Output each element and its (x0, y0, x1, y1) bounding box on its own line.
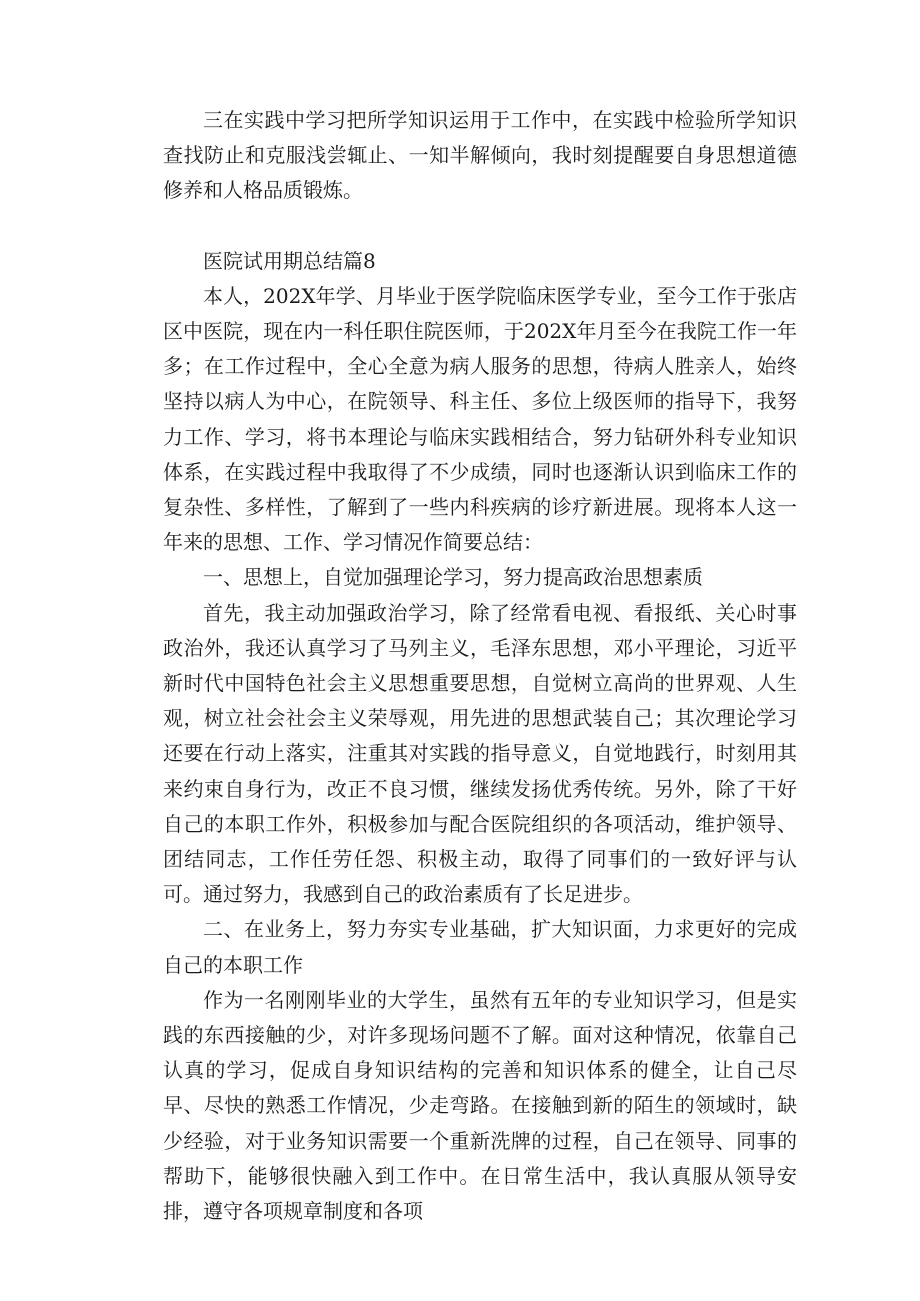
paragraph-practice-learning: 三在实践中学习把所学知识运用于工作中，在实践中检验所学知识查找防止和克服浅尝辄止、一知半解倾向，我时刻提醒要自身思想道德修养和人格品质锻炼。 (163, 108, 797, 203)
paragraph-introduction: 本人，202X年学、月毕业于医学院临床医学专业，至今工作于张店区中医院，现在内一科任职住院医师，于202X年月至今在我院工作一年多；在工作过程中，全心全意为病人服务的思想，待病人胜亲人，始终坚持以病人为中心，在院领导、科主任、多位上级医师的指导下，我努力工作、学习，将书本理论与临床实践相结合，努力钻研外科专业知识体系，在实践过程中我取得了不少成绩，同时也逐渐认识到临床工作的复杂性、多样性，了解到了一些内科疾病的诊疗新进展。现将本人这一年来的思想、工作、学习情况作简要总结： (163, 283, 797, 555)
heading-ideology: 一、思想上，自觉加强理论学习，努力提高政治思想素质 (203, 565, 703, 590)
paragraph-new-graduate: 作为一名刚刚毕业的大学生，虽然有五年的专业知识学习，但是实践的东西接触的少，对许多现场问题不了解。面对这种情况，依靠自己认真的学习，促成自身知识结构的完善和知识体系的健全，让自己尽早、尽快的熟悉工作情况，少走弯路。在接触到新的陌生的领域时，缺少经验，对于业务知识需要一个重新洗牌的过程，自己在领导、同事的帮助下，能够很快融入到工作中。在日常生活中，我认真服从领导安排，遵守各项规章制度和各项 (163, 987, 797, 1224)
section-heading-summary-8: 医院试用期总结篇8 (203, 248, 376, 273)
heading-professional-work: 二、在业务上，努力夯实专业基础，扩大知识面，力求更好的完成自己的本职工作 (163, 917, 797, 977)
paragraph-political-study: 首先，我主动加强政治学习，除了经常看电视、看报纸、关心时事政治外，我还认真学习了马列主义，毛泽东思想，邓小平理论，习近平新时代中国特色社会主义思想重要思想，自觉树立高尚的世界观、人生观，树立社会社会主义荣辱观，用先进的思想武装自己；其次理论学习还要在行动上落实，注重其对实践的指导意义，自觉地践行，时刻用其来约束自身行为，改正不良习惯，继续发扬优秀传统。另外，除了干好自己的本职工作外，积极参加与配合医院组织的各项活动，维护领导、团结同志，工作任劳任怨、积极主动，取得了同事们的一致好评与认可。通过努力，我感到自己的政治素质有了长足进步。 (163, 600, 797, 907)
document-body (163, 103, 797, 1229)
